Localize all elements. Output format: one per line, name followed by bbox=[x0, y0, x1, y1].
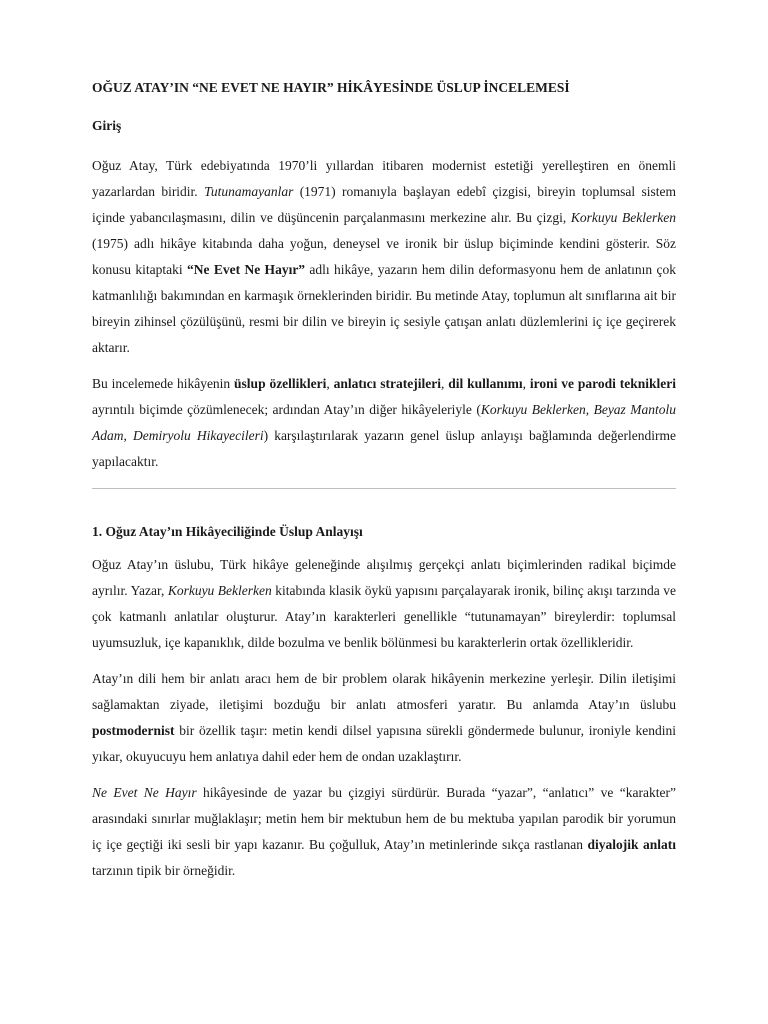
italic-run: Beyaz Mantolu Adam bbox=[92, 402, 677, 443]
text-run: Oğuz Atay’ın üslubu, Türk hikâye geleneğinde alışılmış gerçekçi anlatı biçimlerinden radikal biçimde ayrılır. Yazar, bbox=[92, 557, 676, 598]
section-1-paragraph-3 bbox=[92, 780, 676, 884]
intro-paragraph-2 bbox=[92, 371, 676, 475]
text-run: ) karşılaştırılarak yazarın genel üslup anlayışı bağlamında değerlendirme yapılacaktır. bbox=[92, 428, 677, 469]
bold-run: postmodernist bbox=[92, 723, 175, 738]
intro-paragraph-1 bbox=[92, 153, 676, 361]
text-run: , bbox=[123, 428, 133, 443]
text-run: , bbox=[441, 376, 449, 391]
text-run: tarzının tipik bir örneğidir. bbox=[92, 863, 236, 878]
italic-run: Tutunamayanlar bbox=[204, 184, 294, 199]
text-run: adlı hikâye, yazarın hem dilin deformasyonu hem de anlatının çok katmanlılığı bakımından en karmaşık örneklerinden biridir. Bu metinde Atay, toplumun alt sınıflarına ait bir bireyin zihinsel çözülüşünü, resmi bir dilin ve bireyin iç sesiyle çatışan anlatı düzlemlerini iç içe geçirerek aktarır. bbox=[92, 262, 677, 355]
bold-run: anlatıcı stratejileri bbox=[333, 376, 441, 391]
text-run: Oğuz Atay, Türk edebiyatında 1970’li yıllardan itibaren modernist estetiği yerelleştiren en önemli yazarlardan biridir. bbox=[92, 158, 676, 199]
text-run: hikâyesinde de yazar bu çizgiyi sürdürür. Burada “yazar”, “anlatıcı” ve “karakter” arasındaki sınırlar muğlaklaşır; metin hem bir mektubun hem de bu mektuba yapılan parodik bir yorumun iç içe geçtiği iki sesli bir yapı kazanır. Bu çoğulluk, Atay’ın metinlerinde sıkça rastlanan bbox=[92, 785, 676, 852]
text-run: Bu incelemede hikâyenin bbox=[92, 376, 235, 391]
text-run: (1975) adlı hikâye kitabında daha yoğun, deneysel ve ironik bir üslup biçiminde kendini gösterir. Söz konusu kitaptaki bbox=[92, 236, 676, 277]
document-page bbox=[92, 78, 676, 884]
text-run: kitabında klasik öykü yapısını parçalayarak ironik, bilinç akışı tarzında ve çok katmanlı anlatılar oluşturur. Atay’ın karakterleri genellikle “tutunamayan” bireylerdir: toplumsal uyumsuzluk, içe kapanıklık, dilde bozulma ve benlik bölünmesi bu karakterlerin ortak özellikleridir. bbox=[92, 583, 676, 650]
document-title: OĞUZ ATAY’IN “NE EVET NE HAYIR” HİKÂYESİNDE ÜSLUP İNCELEMESİ bbox=[92, 80, 570, 95]
section-1-paragraph-1 bbox=[92, 552, 676, 656]
italic-run: Demiryolu Hikayecileri bbox=[133, 428, 264, 443]
text-run: Atay’ın dili hem bir anlatı aracı hem de bir problem olarak hikâyenin merkezine yerleşir. Dilin iletişimi sağlamaktan ziyade, iletişimi bozduğu bir anlatı atmosferi yaratır. Bu anlamda Atay’ın üslubu bbox=[92, 671, 676, 712]
section-1-heading: 1. Oğuz Atay’ın Hikâyeciliğinde Üslup Anlayışı bbox=[92, 524, 363, 539]
section-divider bbox=[92, 488, 676, 489]
bold-run: ironi ve parodi teknikleri bbox=[529, 376, 677, 391]
section-1-paragraph-2 bbox=[92, 666, 676, 770]
text-run: bir özellik taşır: metin kendi dilsel yapısına sürekli göndermede bulunur, ironiyle kendini yıkar, okuyucuyu hem anlatıya dahil eder hem de ondan uzaklaştırır. bbox=[92, 723, 676, 764]
text-run: ayrıntılı biçimde çözümlenecek; ardından Atay’ın diğer hikâyeleriyle ( bbox=[92, 402, 481, 417]
italic-run: Korkuyu Beklerken bbox=[570, 210, 676, 225]
text-run: , bbox=[522, 376, 530, 391]
bold-run: diyalojik anlatı bbox=[587, 837, 676, 852]
italic-run: Korkuyu Beklerken bbox=[480, 402, 586, 417]
text-run: , bbox=[585, 402, 594, 417]
text-run: , bbox=[326, 376, 334, 391]
italic-run: Korkuyu Beklerken bbox=[167, 583, 272, 598]
bold-run: üslup özellikleri bbox=[234, 376, 327, 391]
text-run: (1971) romanıyla başlayan edebî çizgisi, bireyin toplumsal sistem içinde yabancılaşmasını, dilin ve düşüncenin parçalanmasını merkezine alır. Bu çizgi, bbox=[92, 184, 677, 225]
bold-run: “Ne Evet Ne Hayır” bbox=[186, 262, 306, 277]
bold-run: dil kullanımı bbox=[448, 376, 523, 391]
italic-run: Ne Evet Ne Hayır bbox=[92, 785, 197, 800]
intro-heading: Giriş bbox=[92, 118, 122, 133]
